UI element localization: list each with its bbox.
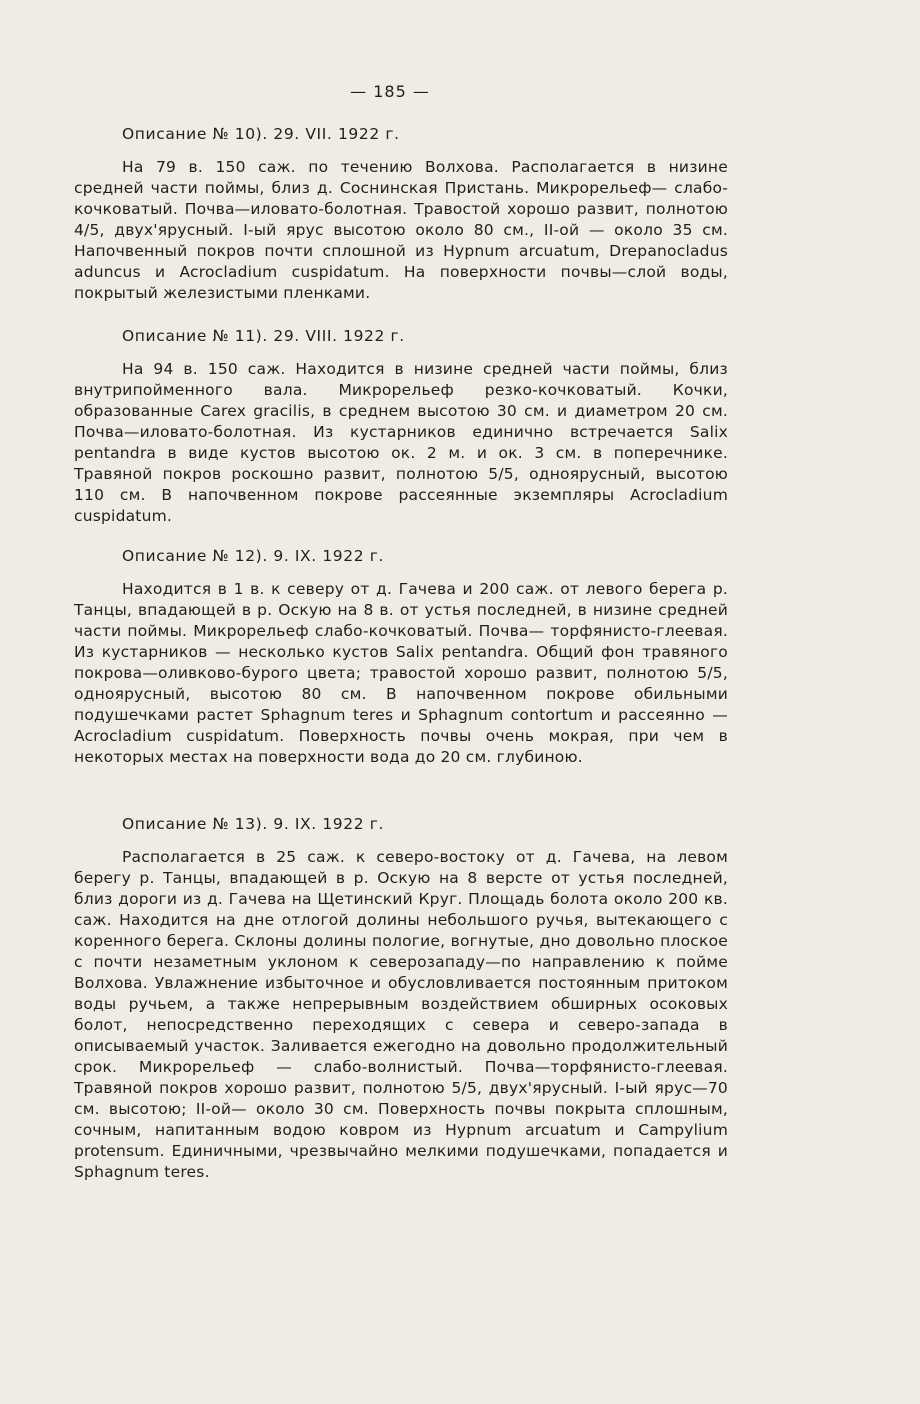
- entry-body: Располагается в 25 саж. к северо-востоку от д. Гачева, на левом берегу р. Танцы, впадающей в р. Оскую на 8 версте от устья последней, близ дороги из д. Гачева на Щетинский Круг. Площадь болота около 200 кв. саж. Находится на дне отлогой долины небольшого ручья, вытекающего с коренного берега. Склоны долины пологие, вогнутые, дно довольно плоское с почти незаметным уклоном к северозападу—по направлению к пойме Волхова. Увлажнение избыточное и обусловливается постоянным притоком воды ручьем, а также непрерывным воздействием обширных осоковых болот, непосредственно переходящих с севера и северо-запада в описываемый участок. Заливается ежегодно на довольно продолжительный срок. Микрорельеф — слабо-волнистый. Почва—торфянисто-глеевая. Травяной покров хорошо развит, полнотою 5/5, двух'ярусный. I-ый ярус—70 см. высотою; II-ой— около 30 см. Поверхность почвы покрыта сплошным, сочным, напитанным водою ковром из Hypnum arcuatum и Campylium protensum. Единичными, чрезвычайно мелкими подушечками, попадается и Sphagnum teres.: [74, 848, 728, 1181]
- page-number: — 185 —: [350, 82, 430, 101]
- description-entry-11: [74, 327, 728, 527]
- entry-body: На 79 в. 150 саж. по течению Волхова. Располагается в низине средней части поймы, близ д. Соснинская Пристань. Микрорельеф— слабо-кочковатый. Почва—иловато-болотная. Травостой хорошо развит, полнотою 4/5, двух'ярусный. I-ый ярус высотою около 80 см., II-ой — около 35 см. Напочвенный покров почти сплошной из Hypnum arcuatum, Drepanocladus aduncus и Acrocladium cuspidatum. На поверхности почвы—слой воды, покрытый железистыми пленками.: [74, 158, 728, 302]
- description-entry-10: [74, 125, 728, 304]
- description-entry-12: [74, 547, 728, 768]
- description-entry-13: [74, 815, 728, 1183]
- entry-body: Находится в 1 в. к северу от д. Гачева и 200 саж. от левого берега р. Танцы, впадающей в р. Оскую на 8 в. от устья последней, в низине средней части поймы. Микрорельеф слабо-кочковатый. Почва— торфянисто-глеевая. Из кустарников — несколько кустов Salix pentandra. Общий фон травяного покрова—оливково-бурого цвета; травостой хорошо развит, полнотою 5/5, одноярусный, высотою 80 см. В напочвенном покрове обильными подушечками растет Sphagnum teres и Sphagnum contortum и рассеянно — Acrocladium cuspidatum. Поверхность почвы очень мокрая, при чем в некоторых местах на поверхности вода до 20 см. глубиною.: [74, 580, 728, 766]
- entry-heading: Описание № 11). 29. VIII. 1922 г.: [122, 327, 405, 345]
- entry-body: На 94 в. 150 саж. Находится в низине средней части поймы, близ внутрипойменного вала. Микрорельеф резко-кочковатый. Кочки, образованные Carex gracilis, в среднем высотою 30 см. и диаметром 20 см. Почва—иловато-болотная. Из кустарников единично встречается Salix pentandra в виде кустов высотою ок. 2 м. и ок. 3 см. в поперечнике. Травяной покров роскошно развит, полнотою 5/5, одноярусный, высотою 110 см. В напочвенном покрове рассеянные экземпляры Acrocladium cuspidatum.: [74, 360, 728, 525]
- entry-heading: Описание № 10). 29. VII. 1922 г.: [122, 125, 400, 143]
- entry-heading: Описание № 13). 9. IX. 1922 г.: [122, 815, 384, 833]
- entry-heading: Описание № 12). 9. IX. 1922 г.: [122, 547, 384, 565]
